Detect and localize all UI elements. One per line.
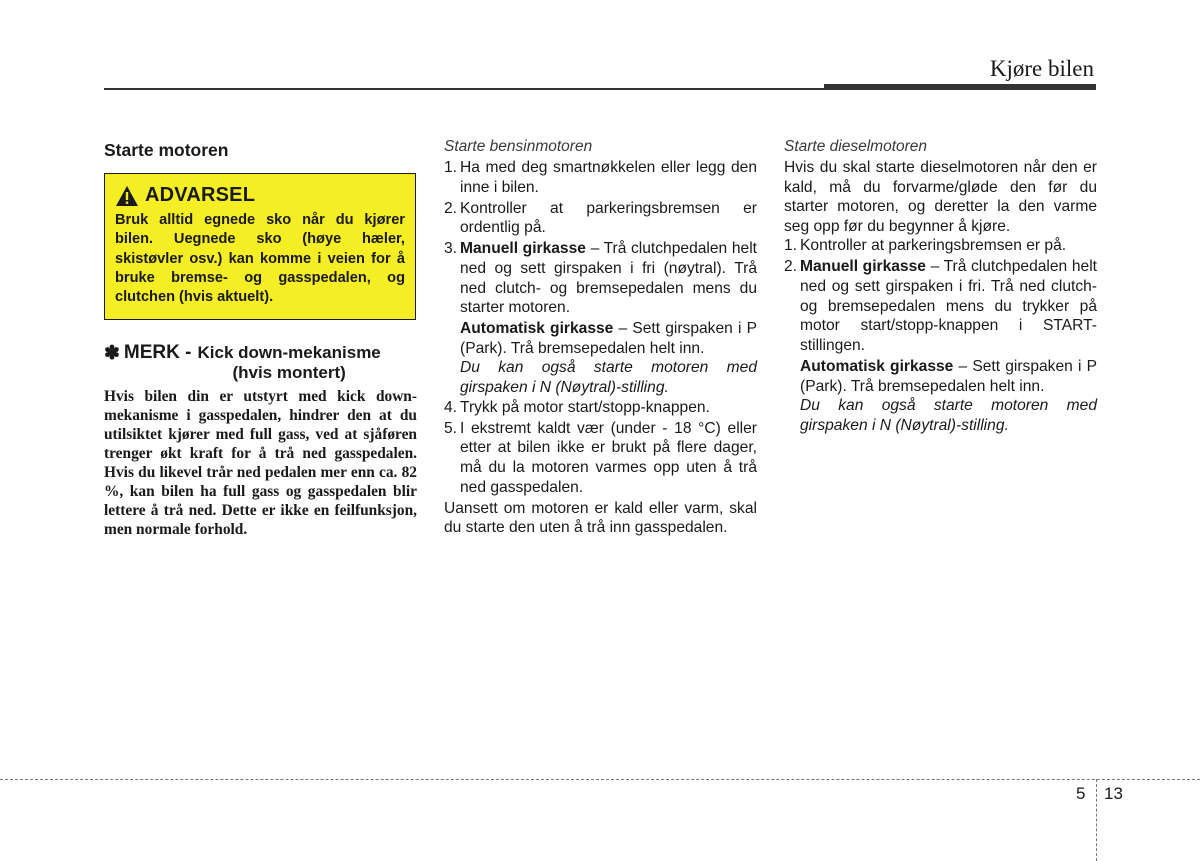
- note-star-icon: ✽: [104, 343, 120, 365]
- list-number: 1.: [784, 237, 798, 255]
- manual-gearbox-label: Manuell girkasse: [800, 258, 926, 276]
- automatic-gearbox-text: – Sett girspaken i P (Park). Trå bremsepedalen helt inn.: [460, 320, 757, 357]
- column-right: [784, 138, 1097, 435]
- list-number: 2.: [444, 199, 458, 217]
- header-rule: [104, 88, 1096, 90]
- list-text: I ekstremt kaldt vær (under - 18 °C) eller etter at bilen ikke er brukt på flere dager, må du la motoren varmes opp uten å trå ned gasspedalen.: [460, 419, 757, 496]
- list-item: [444, 199, 757, 238]
- section-number: 5: [1076, 784, 1086, 803]
- chapter-title: Kjøre bilen: [989, 56, 1094, 81]
- page-number: 13: [1104, 784, 1123, 803]
- list-number: 5.: [444, 419, 458, 437]
- footer-vertical-divider: [1096, 779, 1097, 861]
- italic-note: Du kan også starte motoren med girspaken i N (Nøytral)-stilling.: [800, 397, 1097, 434]
- warning-box: [104, 173, 416, 320]
- list-text: Ha med deg smartnøkkelen eller legg den inne i bilen.: [460, 159, 757, 196]
- column-left: [104, 138, 417, 539]
- warning-triangle-icon: [115, 185, 139, 207]
- list-item: [784, 257, 1097, 355]
- list-text: [800, 257, 1097, 355]
- column-middle: [444, 138, 757, 538]
- manual-gearbox-label: Manuell girkasse: [460, 240, 586, 258]
- subheading-petrol: Starte bensinmotoren: [444, 138, 593, 155]
- list-item: [444, 158, 757, 197]
- automatic-gearbox-text: – Sett girspaken i P (Park). Trå bremsepedalen helt inn.: [800, 357, 1097, 395]
- list-text: Kontroller at parkeringsbremsen er på.: [800, 237, 1067, 255]
- warning-title-row: [115, 184, 405, 207]
- italic-note: Du kan også starte motoren med girspaken i N (Nøytral)-stilling.: [460, 359, 757, 397]
- warning-title: ADVARSEL: [145, 184, 256, 206]
- list-item: [444, 239, 757, 317]
- list-item: [444, 398, 757, 418]
- manual-gearbox-text: – Trå clutchpedalen helt ned og sett girspaken i fri (nøytral). Trå ned clutch- og bremsepedalen mens du starter motoren.: [460, 240, 757, 317]
- intro-paragraph: Hvis du skal starte dieselmotoren når den er kald, må du forvarme/gløde den før du starter motoren, og deretter la den varme seg opp før du begynner å kjøre.: [784, 159, 1097, 235]
- list-number: 4.: [444, 398, 458, 416]
- note-heading: [104, 342, 417, 383]
- automatic-gearbox-paragraph: [784, 357, 1097, 396]
- list-number: 1.: [444, 159, 458, 176]
- note-title: [197, 342, 380, 383]
- list-number: 3.: [444, 240, 458, 258]
- list-text: [460, 239, 757, 317]
- footer-divider: [0, 779, 1200, 780]
- automatic-gearbox-label: Automatisk girkasse: [460, 320, 614, 338]
- list-text: Trykk på motor start/stopp-knappen.: [460, 398, 710, 416]
- list-item: [444, 419, 757, 497]
- automatic-gearbox-label: Automatisk girkasse: [800, 357, 954, 375]
- subheading-diesel: Starte dieselmotoren: [784, 138, 928, 155]
- note-body: Hvis bilen din er utstyrt med kick down-mekanisme i gasspedalen, hindrer den at du utilsiktet kjører med full gass, ved at sjåføren trenger økt kraft for å trå ned gasspedalen. Hvis du likevel trår ned pedalen mer enn ca. 82 %, kan bilen ha full gass og gasspedalen blir lettere å trå ned. Dette er ikke en feilfunksjon, men normale forhold.: [104, 388, 417, 539]
- list-number: 2.: [784, 258, 798, 276]
- automatic-gearbox-paragraph: [444, 319, 757, 358]
- section-heading: Starte motoren: [104, 140, 229, 160]
- note-title-line2: (hvis montert): [232, 363, 346, 383]
- manual-gearbox-text: – Trå clutchpedalen helt ned og sett girspaken i fri. Trå ned clutch- og bremsepedalen mens du trykker på motor start/stopp-knappen i START-stillingen.: [800, 258, 1097, 354]
- warning-text: Bruk alltid egnede sko når du kjører bilen. Uegnede sko (høye hæler, skistøvler osv.) kan komme i veien for å bruke bremse- og gasspedalen, og clutchen (hvis aktuelt).: [115, 212, 405, 306]
- note-title-line1: Kick down-mekanisme: [197, 343, 381, 363]
- closing-paragraph: Uansett om motoren er kald eller varm, skal du starte den uten å trå inn gasspedalen.: [444, 499, 757, 537]
- list-item: [784, 236, 1097, 256]
- list-text: Kontroller at parkeringsbremsen er ordentlig på.: [460, 199, 757, 237]
- note-label: MERK -: [123, 342, 192, 364]
